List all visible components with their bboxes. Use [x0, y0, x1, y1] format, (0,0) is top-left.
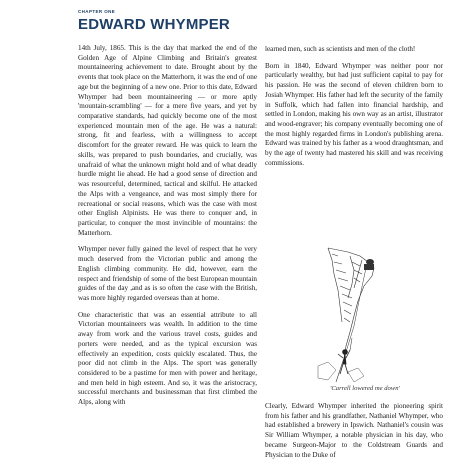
paragraph: 14th July, 1865. This is the day that marked the end of the Golden Age of Alpine Climbing and Britain's greatest mountaineering achievement to date. Brought about by the events that took place on the Matterhorn, it was the end of one age but the beginning of a new one. Prior to this date, Edward Whymper had been mountaineering — or more aptly 'mountain-scrambling' — for a mere five years, and yet by comparative standards, had quickly become one of the most experienced mountain men of the age. He was a natural: strong, fit and fearless, with a willingness to accept discomfort for the greater reward. He was quick to learn the skills, was prepared to push boundaries, and crucially, was unafraid of what the unknown might hold and of what deadly hurdle might lie ahead. He had a good sense of direction and was resourceful, determined, tactical and skilful. He attacked the Alps with a vengeance, and was most simply there for recreational or social reasons, which was the case with most other English Alpinists. He was there to conquer and, in particular, to conquer the most invincible of mountains: the Matterhorn.	[78, 44, 257, 237]
paragraph: Clearly, Edward Whymper inherited the pioneering spirit from his father and his grandfather, Nathaniel Whymper, who had established a brewery in Ipswich. Nathaniel's cousin was Sir William Whymper, a notable physician in his day, who became Surgeon-Major to the Coldstream Guards and Physician to the Duke of	[265, 402, 443, 459]
paragraph: Whymper never fully gained the level of respect that he very much deserved from the Victorian public and among the English climbing community. He did, however, earn the respect and friendship of some of the best European mountain guides of the day ,and as is so often the case with the British, was more highly regarded overseas than at home.	[78, 245, 257, 302]
paragraph: One characteristic that was an essential attribute to all Victorian mountaineers was wealth. In addition to the time away from work and the various travel costs, guides and porters were needed, and as the typical excursion was effectively an expedition, costs quickly escalated. Thus, the poor did not climb in the Alps. The sport was generally considered to be a pastime for men with power and heritage, and men held in high esteem. And so, it was the aristocracy, successful merchants and businessman that first climbed the Alps, along with	[78, 310, 257, 407]
chapter-title: EDWARD WHYMPER	[78, 16, 230, 33]
paragraph: Born in 1840, Edward Whymper was neither poor nor particularly wealthy, but had just sufficient capital to pay for his passion. He was the second of eleven children born to Josiah Whymper. His father had left the security of the family in Suffolk, which had fallen into financial hardship, and settled in London, making his own way as an artist, illustrator and wood-engraver; his company eventually becoming one of the most highly regarded firms in London's publishing arena. Edward was trained by his father as a wood draughtsman, and by the age of twenty had mastered his skill and was receiving commissions.	[265, 61, 443, 167]
right-column	[265, 45, 443, 176]
climber-illustration	[288, 246, 396, 386]
paragraph: learned men, such as scientists and men of the cloth!	[265, 45, 416, 53]
right-column-bottom	[265, 402, 443, 460]
left-column	[78, 44, 257, 415]
illustration-caption: 'Carrell lowered me down'	[330, 385, 400, 392]
chapter-label: CHAPTER ONE	[78, 9, 116, 14]
